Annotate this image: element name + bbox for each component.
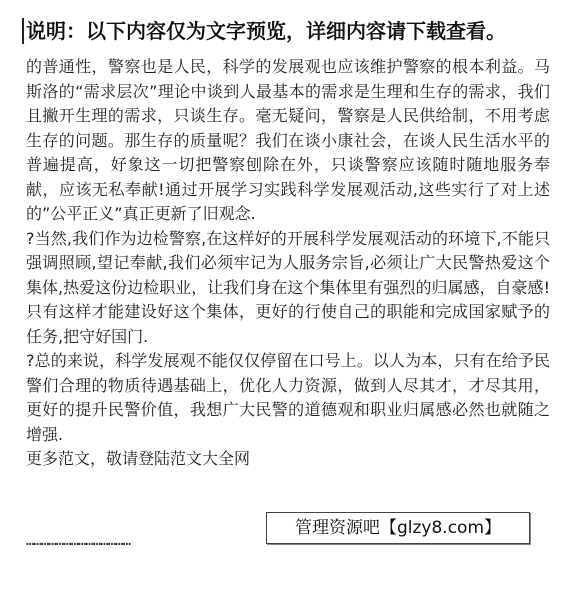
text-cursor [22,18,24,44]
document-body [26,55,550,472]
preview-notice-title: 说明：以下内容仅为文字预览，详细内容请下载查看。 [26,19,506,43]
paragraph-3: ?总的来说，科学发展观不能仅仅停留在口号上。以人为本，只有在给予民警们合理的物质待遇基础上，优化人力资源，做到人尽其才，才尽其用，更好的提升民警价值，我想广大民警的道德观和职业归属感必然也就随之增强. [26,351,550,444]
watermark-badge: 管理资源吧【glzy8.com】 [266,512,530,544]
dotted-separator: …………………………………… [26,536,131,546]
paragraph-2: ?当然,我们作为边检警察,在这样好的开展科学发展观活动的环境下,不能只强调照顾,望记奉献,我们必须牢记为人服务宗旨,必须让广大民警热爱这个集体,热爱这份边检职业，让我们身在这个集体里有强烈的归属感，自豪感!只有这样才能建设好这个集体，更好的行使自己的职能和完成国家赋予的任务,把守好国门. [26,228,550,346]
paragraph-more-link[interactable]: 更多范文，敬请登陆范文大全网 [26,449,251,468]
paragraph-1: 的普通性，警察也是人民，科学的发展观也应该维护警察的根本利益。马斯洛的“需求层次”理论中谈到人最基本的需求是生理和生存的需求，我们且撇开生理的需求，只谈生存。毫无疑问，警察是人民供给制，不用考虑生存的问题。那生存的质量呢？我们在谈小康社会，在谈人民生活水平的普遍提高，好象这一切把警察刨除在外，只谈警察应该随时随地服务奉献，应该无私奉献!通过开展学习实践科学发展观活动,这些实行了对上述的”公平正义”真正更新了旧观念. [26,57,550,223]
preview-notice-header [22,14,574,48]
